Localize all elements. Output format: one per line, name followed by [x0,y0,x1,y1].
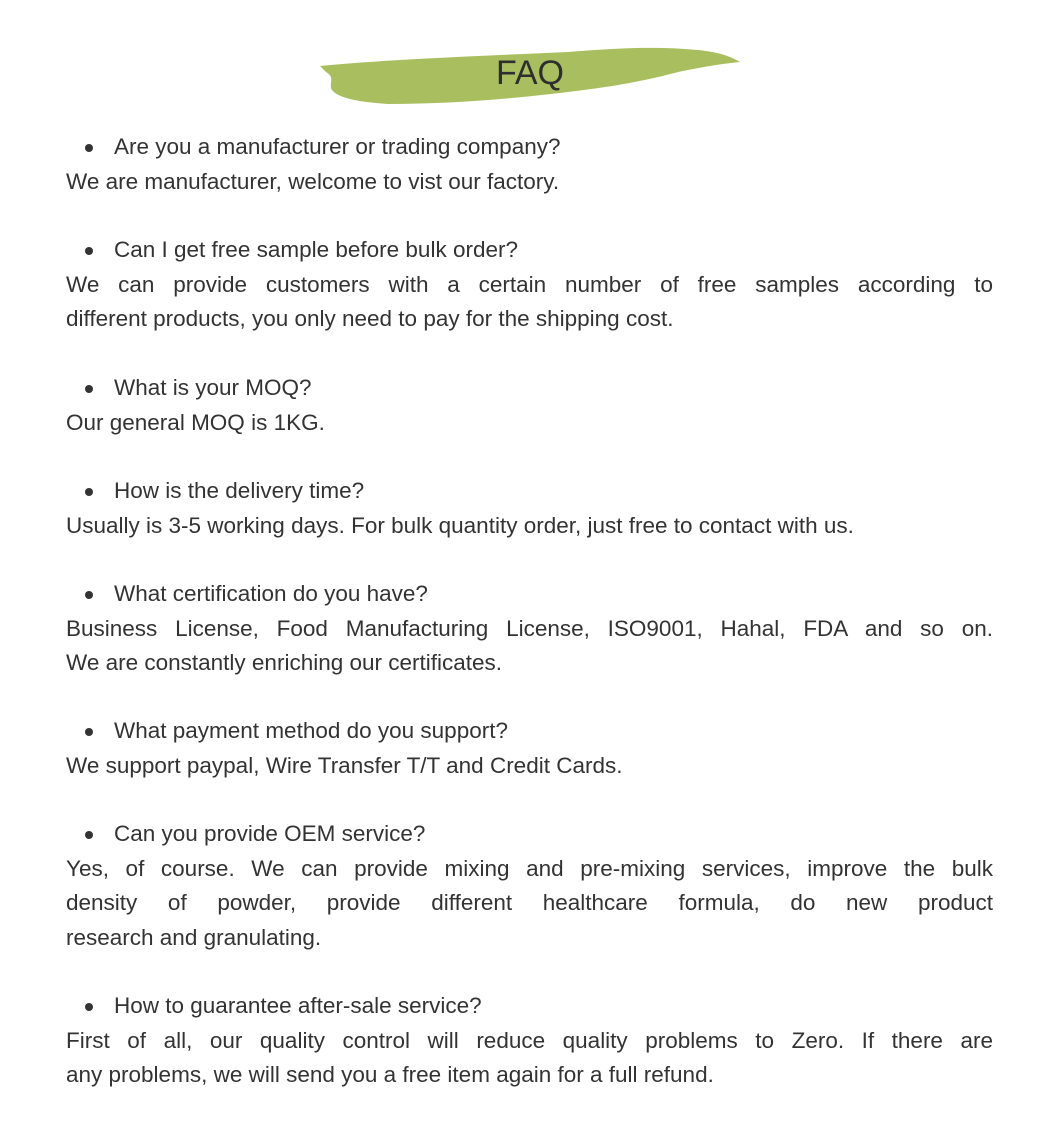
faq-question [66,371,993,406]
answer-line: We can provide customers with a certain number of free samples according to [66,271,993,297]
answer-line: Our general MOQ is 1KG. [66,409,325,435]
bullet-icon [85,831,93,839]
question-text: How to guarantee after-sale service? [114,993,482,1018]
question-text: Can I get free sample before bulk order? [114,237,518,262]
answer-line: Business License, Food Manufacturing License, ISO9001, Hahal, FDA and so on. [66,615,993,641]
answer-line: We are constantly enriching our certificates. [66,650,503,675]
answer-line: We support paypal, Wire Transfer T/T and Credit Cards. [66,752,623,778]
answer-line: First of all, our quality control will reduce quality problems to Zero. If there are [66,1027,993,1053]
faq-item [66,233,993,337]
bullet-icon [85,1003,93,1011]
faq-question [66,714,993,749]
faq-item [66,817,993,955]
faq-question [66,817,993,852]
faq-item [66,714,993,783]
faq-item [66,474,993,543]
faq-item [66,371,993,440]
faq-item [66,577,993,681]
answer-line: Yes, of course. We can provide mixing and pre-mixing services, improve the bulk [66,855,993,881]
faq-question [66,130,993,165]
bullet-icon [85,488,93,496]
bullet-icon [85,144,93,152]
bullet-icon [85,728,93,736]
question-text: What is your MOQ? [114,375,312,400]
answer-line: different products, you only need to pay for the shipping cost. [66,306,674,331]
faq-question [66,233,993,268]
faq-question [66,577,993,612]
answer-line: any problems, we will send you a free item again for a full refund. [66,1062,714,1087]
faq-question [66,474,993,509]
bullet-icon [85,591,93,599]
bullet-icon [85,385,93,393]
question-text: Can you provide OEM service? [114,821,426,846]
faq-question [66,989,993,1024]
answer-line: density of powder, provide different healthcare formula, do new product [66,890,993,915]
page-title: FAQ [495,54,565,92]
answer-line: Usually is 3-5 working days. For bulk quantity order, just free to contact with us. [66,512,854,538]
bullet-icon [85,247,93,255]
answer-line: We are manufacturer, welcome to vist our factory. [66,168,560,194]
question-text: What certification do you have? [114,581,428,606]
question-text: What payment method do you support? [114,718,508,743]
faq-item [66,989,993,1093]
faq-banner [318,42,742,108]
question-text: Are you a manufacturer or trading company? [114,134,561,159]
answer-line: research and granulating. [66,924,322,950]
question-text: How is the delivery time? [114,478,365,503]
faq-item [66,130,993,199]
